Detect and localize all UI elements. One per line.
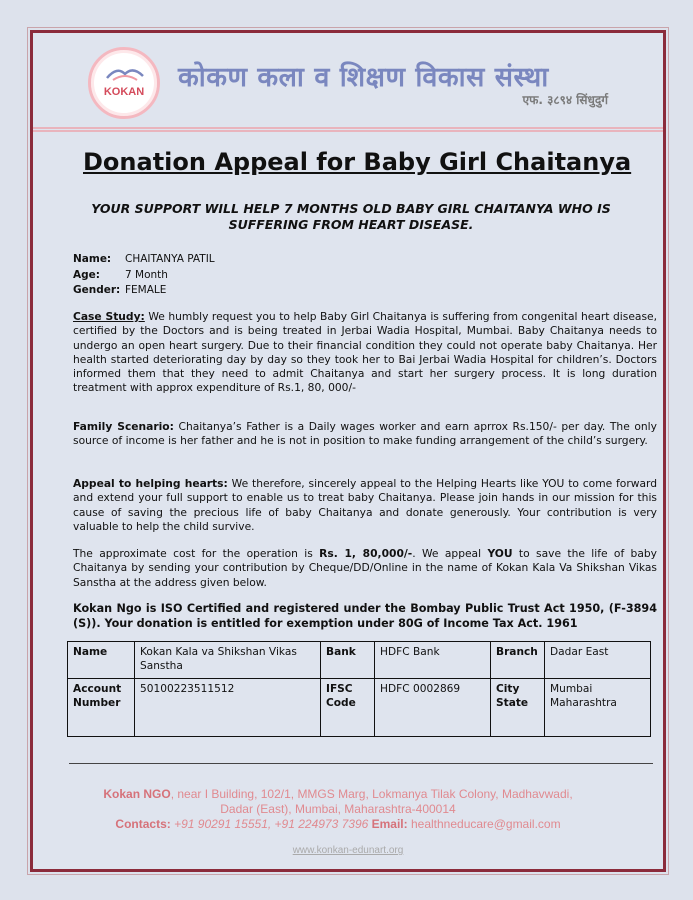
appeal-label: Appeal to helping hearts: bbox=[73, 477, 228, 490]
city-state-cell bbox=[545, 679, 651, 737]
appeal-text: We therefore, sincerely appeal to the Helping Hearts like YOU to come forward and extend your full support to enable us to treat baby Chaitanya. Please join hands in our mission for this cause of saving the precious life of baby Chaitanya and donate generously. Your contribution is very valuable to help the child survive. bbox=[73, 477, 657, 533]
case-study-label: Case Study: bbox=[73, 310, 145, 323]
case-study-paragraph bbox=[73, 310, 657, 396]
bank-name-cell: HDFC Bank bbox=[375, 642, 491, 679]
table-row bbox=[68, 679, 651, 737]
gender-label: Gender: bbox=[73, 284, 121, 296]
subtitle: YOUR SUPPORT WILL HELP 7 MONTHS OLD BABY GIRL CHAITANYA WHO IS SUFFERING FROM HEART DISEASE. bbox=[91, 201, 611, 232]
city-value: Mumbai bbox=[550, 683, 593, 695]
contacts-label: Contacts: bbox=[115, 817, 171, 831]
website-link[interactable]: www.konkan-edunart.org bbox=[292, 845, 404, 856]
patient-gender: FEMALE bbox=[125, 284, 167, 296]
patient-info bbox=[73, 252, 215, 299]
registration-number: एफ. ३८९४ सिंधुदुर्ग bbox=[522, 93, 608, 107]
contact-email[interactable]: healthneducare@gmail.com bbox=[407, 817, 561, 831]
table-row bbox=[68, 642, 651, 679]
patient-age: 7 Month bbox=[125, 268, 168, 281]
family-text: Chaitanya’s Father is a Daily wages worker and earn aprrox Rs.150/- per day. The only source of income is her father and he is not in position to make funding arrangement of the child’s surgery. bbox=[73, 420, 657, 448]
footer-divider bbox=[69, 763, 653, 764]
cost-paragraph bbox=[73, 547, 657, 590]
state-value: Maharashtra bbox=[550, 697, 617, 709]
bank-label-cell: Bank bbox=[321, 642, 375, 679]
family-label: Family Scenario: bbox=[73, 420, 174, 433]
branch-cell: Dadar East bbox=[545, 642, 651, 679]
account-name-cell: Kokan Kala va Shikshan Vikas Sanstha bbox=[135, 642, 321, 679]
footer-address-2: Dadar (East), Mumbai, Maharashtra-400014 bbox=[220, 802, 456, 816]
cost-text-1: The approximate cost for the operation is bbox=[73, 547, 320, 560]
cost-text-3: to save the life of baby Chaitanya by sending your contribution by Cheque/DD/Online in the name of Kokan Kala Va Shikshan Vikas Sanstha at the address given below. bbox=[73, 547, 657, 589]
letterhead bbox=[33, 33, 663, 129]
footer-address bbox=[73, 787, 603, 832]
appeal-paragraph bbox=[73, 477, 657, 534]
contact-phones: +91 90291 15551, +91 224973 7396 bbox=[170, 817, 372, 831]
org-name: कोकण कला व शिक्षण विकास संस्था bbox=[178, 62, 549, 93]
cost-amount: Rs. 1, 80,000/- bbox=[319, 547, 413, 560]
iso-statement: Kokan Ngo is ISO Certified and registered under the Bombay Public Trust Act 1950, (F-3894 (S)). Your donation is entitled for exemption under 80G of Income Tax Act. 1961 bbox=[73, 602, 657, 630]
age-label: Age: bbox=[73, 268, 100, 281]
document-page bbox=[30, 30, 666, 872]
account-number-cell: 50100223511512 bbox=[135, 679, 321, 737]
cost-text-2: . We appeal bbox=[412, 547, 488, 560]
footer-address-1: , near I Building, 102/1, MMGS Marg, Lokmanya Tilak Colony, Madhavwadi, bbox=[170, 787, 573, 801]
logo-text: KOKAN bbox=[103, 86, 145, 98]
ifsc-cell: HDFC 0002869 bbox=[375, 679, 491, 737]
case-study-text: We humbly request you to help Baby Girl Chaitanya is suffering from congenital heart disease, certified by the Doctors and is being treated in Jerbai Wadia Hospital, Mumbai. Baby Chaitanya needs to undergo an open heart surgery. Due to their financial condition they could not operate baby Chaitanya. Her health started deteriorating day by day so they took her to Bai Jerbai Wadia Hospital for children’s. Doctors informed them that they need to admit Chaitanya and start her surgery process. It is long duration treatment with approx expenditure of Rs.1, 80, 000/- bbox=[73, 310, 657, 395]
cost-you: YOU bbox=[487, 547, 513, 560]
email-label: Email: bbox=[371, 817, 408, 831]
account-label-cell: Account Number bbox=[68, 679, 135, 737]
name-label-cell: Name bbox=[68, 642, 135, 679]
name-label: Name: bbox=[73, 253, 112, 265]
bank-details-table bbox=[67, 641, 651, 737]
page-title: Donation Appeal for Baby Girl Chaitanya bbox=[83, 148, 632, 176]
bird-icon bbox=[105, 62, 145, 82]
ifsc-label-cell: IFSC Code bbox=[321, 679, 375, 737]
branch-label-cell: Branch bbox=[491, 642, 545, 679]
city-label-cell: City State bbox=[491, 679, 545, 737]
family-paragraph bbox=[73, 420, 657, 449]
patient-name: CHAITANYA PATIL bbox=[125, 253, 215, 265]
kokan-logo bbox=[88, 47, 160, 119]
header-divider bbox=[33, 127, 663, 132]
footer-org: Kokan NGO bbox=[103, 787, 171, 801]
